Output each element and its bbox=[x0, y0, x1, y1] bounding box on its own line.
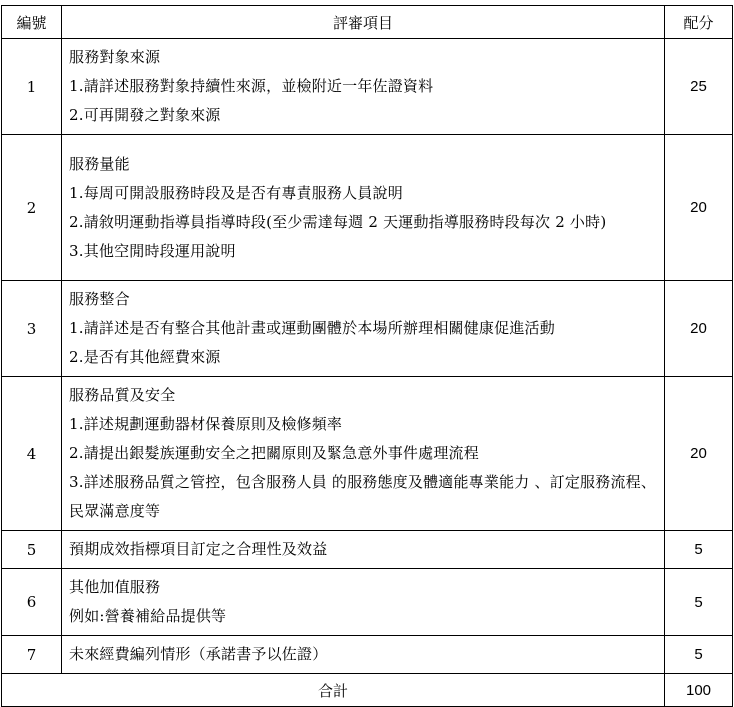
row-item-title: 服務量能 bbox=[69, 154, 130, 173]
row-item-line: 2.請提出銀髮族運動安全之把關原則及緊急意外事件處理流程 bbox=[69, 444, 479, 462]
row-score: 25 bbox=[665, 39, 733, 135]
row-item-line: 1.每周可開設服務時段及是否有專責服務人員說明 bbox=[69, 183, 403, 202]
header-number: 編號 bbox=[2, 6, 62, 39]
row-score: 20 bbox=[665, 377, 733, 531]
row-item bbox=[62, 377, 665, 531]
row-item bbox=[62, 39, 665, 135]
row-number: 1 bbox=[2, 39, 62, 135]
table-row bbox=[2, 135, 733, 281]
header-item: 評審項目 bbox=[62, 6, 665, 39]
row-item-title: 預期成效指標項目訂定之合理性及效益 bbox=[69, 540, 328, 558]
table-row bbox=[2, 569, 733, 636]
row-number: 6 bbox=[2, 569, 62, 636]
row-score: 20 bbox=[665, 135, 733, 281]
total-score: 100 bbox=[665, 674, 733, 707]
row-item-line: 例如:營養補給品提供等 bbox=[69, 607, 227, 625]
row-item-title: 服務對象來源 bbox=[69, 48, 161, 66]
row-score: 5 bbox=[665, 636, 733, 674]
header-score: 配分 bbox=[665, 6, 733, 39]
row-item-line: 1.請詳述服務對象持續性來源，並檢附近一年佐證資料 bbox=[69, 77, 434, 95]
row-item bbox=[62, 281, 665, 377]
table-row bbox=[2, 531, 733, 569]
total-label: 合計 bbox=[2, 674, 665, 707]
row-number: 2 bbox=[2, 135, 62, 281]
header-row bbox=[2, 6, 733, 39]
row-item-line: 2.請敘明運動指導員指導時段(至少需達每週 2 天運動指導服務時段每次 2 小時) bbox=[69, 212, 607, 231]
evaluation-table bbox=[1, 5, 733, 707]
table-row bbox=[2, 377, 733, 531]
table-row bbox=[2, 39, 733, 135]
table-row bbox=[2, 281, 733, 377]
row-item bbox=[62, 531, 665, 569]
row-item bbox=[62, 636, 665, 674]
row-item-line: 1.請詳述是否有整合其他計畫或運動團體於本場所辦理相關健康促進活動 bbox=[69, 319, 555, 337]
row-number: 7 bbox=[2, 636, 62, 674]
row-item-line: 2.可再開發之對象來源 bbox=[69, 106, 221, 124]
table-row bbox=[2, 636, 733, 674]
row-number: 3 bbox=[2, 281, 62, 377]
row-item-title: 服務整合 bbox=[69, 290, 130, 308]
total-row bbox=[2, 674, 733, 707]
row-item-title: 其他加值服務 bbox=[69, 578, 161, 596]
row-item-line: 1.詳述規劃運動器材保養原則及檢修頻率 bbox=[69, 415, 343, 433]
row-item-line: 2.是否有其他經費來源 bbox=[69, 348, 221, 366]
row-item bbox=[62, 569, 665, 636]
row-item-title: 服務品質及安全 bbox=[69, 386, 176, 404]
row-item-line: 3.其他空閒時段運用說明 bbox=[69, 241, 236, 260]
row-number: 4 bbox=[2, 377, 62, 531]
row-number: 5 bbox=[2, 531, 62, 569]
row-item bbox=[62, 135, 665, 281]
row-item-line: 3.詳述服務品質之管控，包含服務人員 的服務態度及體適能專業能力 、訂定服務流程、民眾滿意度等 bbox=[69, 473, 657, 520]
row-score: 5 bbox=[665, 531, 733, 569]
row-score: 5 bbox=[665, 569, 733, 636]
row-score: 20 bbox=[665, 281, 733, 377]
row-item-title: 未來經費編列情形（承諾書予以佐證） bbox=[69, 645, 328, 663]
